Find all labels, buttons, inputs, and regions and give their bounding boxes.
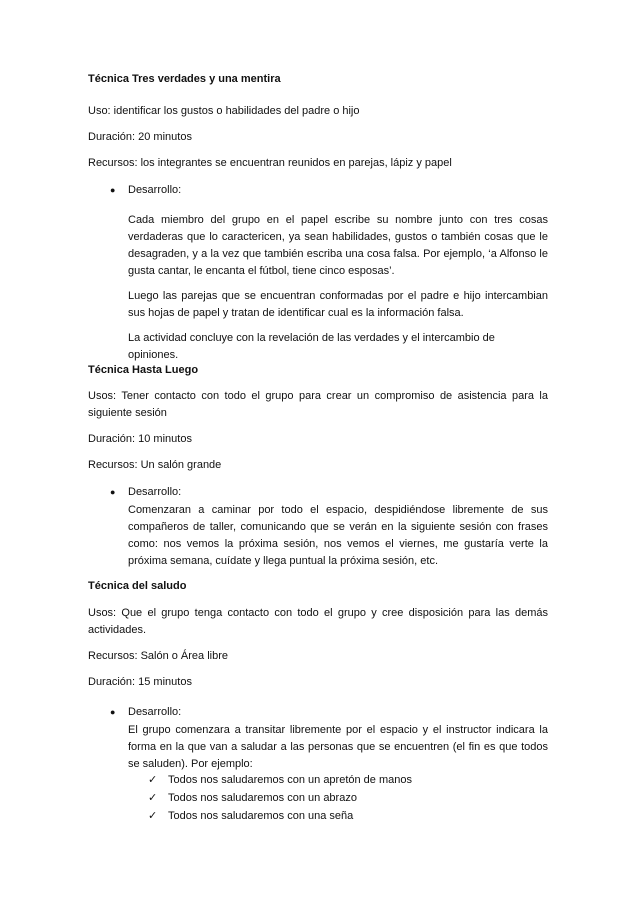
desarrollo-paragraph: La actividad concluye con la revelación de las verdades y el intercambio de opiniones. (128, 332, 495, 361)
usos-line: Usos: Tener contacto con todo el grupo para crear un compromiso de asistencia para la siguiente sesión (88, 390, 548, 419)
duracion-line: Duración: 10 minutos (88, 433, 192, 445)
checkmark-icon: ✓ (148, 774, 158, 786)
duracion-line: Duración: 20 minutos (88, 131, 192, 143)
list-item: Todos nos saludaremos con un abrazo (168, 792, 357, 804)
duracion-line: Duración: 15 minutos (88, 676, 192, 688)
desarrollo-label: Desarrollo: (128, 184, 182, 196)
desarrollo-paragraph: Luego las parejas que se encuentran conformadas por el padre e hijo intercambian sus hojas de papel y tratan de identificar cual es la información falsa. (128, 290, 548, 319)
section-title-hasta-luego: Técnica Hasta Luego (88, 364, 199, 376)
recursos-line: Recursos: los integrantes se encuentran reunidos en parejas, lápiz y papel (88, 157, 452, 169)
desarrollo-paragraph: Cada miembro del grupo en el papel escribe su nombre junto con tres cosas verdaderas que lo caractericen, ya sean habilidades, gustos o también cosas que le desagraden, y a la vez que también escriba una cosa falsa. Por ejemplo, ‘a Alfonso le gusta cantar, le encanta el fútbol, tiene cinco esposas’. (128, 214, 548, 277)
bullet-icon: ● (110, 185, 116, 195)
bullet-icon: ● (110, 487, 116, 497)
uso-line: Uso: identificar los gustos o habilidades del padre o hijo (88, 105, 360, 117)
desarrollo-paragraph: El grupo comenzara a transitar libremente por el espacio y el instructor indicara la forma en la que van a saludar a las personas que se encuentren (el fin es que todos se saluden). Por ejemplo: (128, 724, 548, 770)
checkmark-icon: ✓ (148, 792, 158, 804)
bullet-icon: ● (110, 707, 116, 717)
desarrollo-label: Desarrollo: (128, 706, 182, 718)
section-title-saludo: Técnica del saludo (88, 580, 187, 592)
list-item: Todos nos saludaremos con un apretón de manos (168, 774, 412, 786)
recursos-line: Recursos: Un salón grande (88, 459, 222, 471)
list-item: Todos nos saludaremos con una seña (168, 810, 354, 822)
section-title-tres-verdades: Técnica Tres verdades y una mentira (88, 73, 281, 85)
desarrollo-label: Desarrollo: (128, 486, 182, 498)
checkmark-icon: ✓ (148, 810, 158, 822)
usos-line: Usos: Que el grupo tenga contacto con todo el grupo y cree disposición para las demás actividades. (88, 607, 548, 636)
desarrollo-paragraph: Comenzaran a caminar por todo el espacio, despidiéndose libremente de sus compañeros de taller, comunicando que se verán en la siguiente sesión con frases como: nos vemos la próxima sesión, nos vemos el viernes, me gustaría verte la próxima semana, cuídate y llega puntual la próxima sesión, etc. (128, 504, 548, 567)
recursos-line: Recursos: Salón o Área libre (88, 650, 229, 662)
